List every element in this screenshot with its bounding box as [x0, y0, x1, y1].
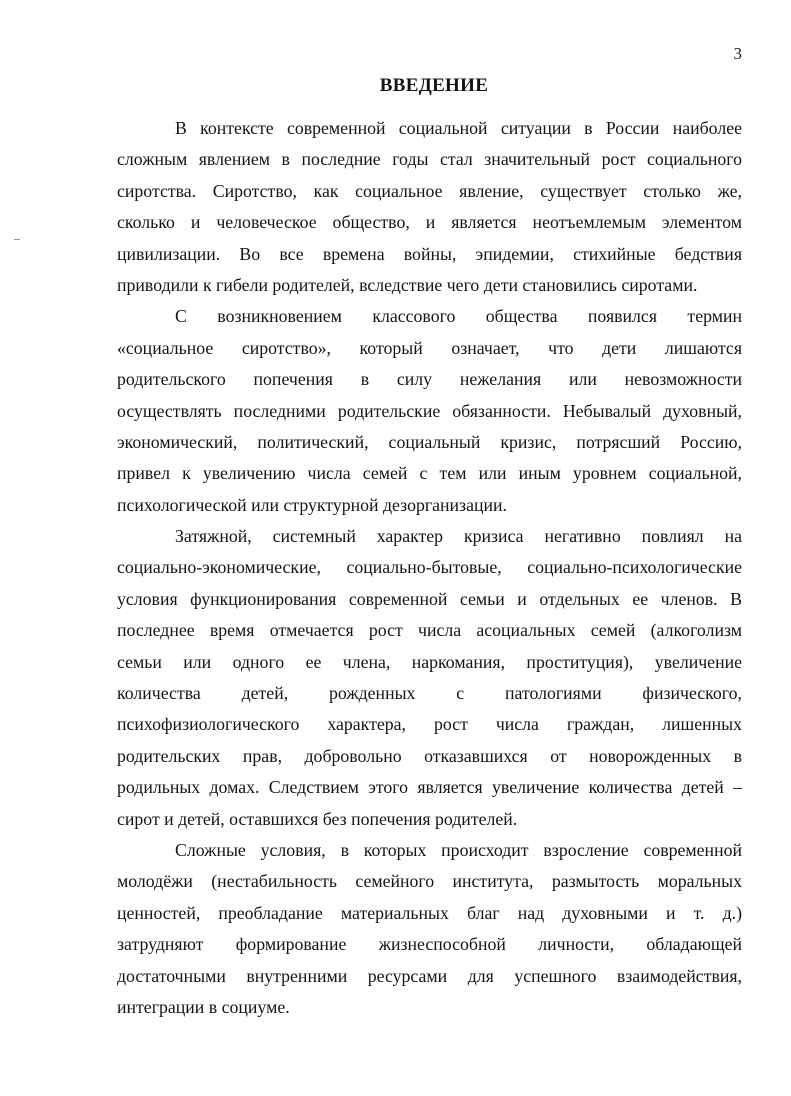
paragraph-2 [117, 301, 742, 521]
text-line: Сложные условия, в которых происходит взросление современной [175, 839, 742, 860]
text-line: условия функционирования современной семьи и отдельных ее членов. В [117, 588, 742, 609]
paragraph-1 [117, 113, 742, 301]
text-line: затрудняют формирование жизнеспособной личности, обладающей [117, 934, 742, 955]
paragraph-4 [117, 835, 742, 1023]
text-line: экономический, политический, социальный кризис, потрясший Россию, [117, 431, 742, 452]
page-number: 3 [733, 44, 742, 63]
text-line: достаточными внутренними ресурсами для успешного взаимодействия, [117, 965, 742, 986]
text-line: Затяжной, системный характер кризиса негативно повлиял на [175, 526, 742, 547]
text-line: психофизиологического характера, рост числа граждан, лишенных [117, 714, 742, 735]
text-line: родительских прав, добровольно отказавшихся от новорожденных в [117, 745, 742, 766]
scan-margin-mark [14, 239, 20, 240]
text-line: последнее время отмечается рост числа асоциальных семей (алкоголизм [117, 620, 742, 641]
text-line: приводили к гибели родителей, вследствие чего дети становились сиротами. [117, 274, 698, 295]
text-line: сиротства. Сиротство, как социальное явление, существует столько же, [117, 180, 742, 201]
body-text [117, 113, 742, 1023]
text-line: цивилизации. Во все времена войны, эпидемии, стихийные бедствия [117, 243, 742, 264]
text-line: интеграции в социуме. [117, 996, 290, 1017]
text-line: сложным явлением в последние годы стал значительный рост социального [117, 149, 742, 170]
text-line: количества детей, рожденных с патологиями физического, [117, 683, 742, 704]
text-line: С возникновением классового общества появился термин [175, 306, 742, 327]
page-heading: ВВЕДЕНИЕ [379, 75, 489, 96]
text-line: «социальное сиротство», который означает, что дети лишаются [117, 337, 742, 358]
text-line: социально-экономические, социально-бытовые, социально-психологические [117, 557, 742, 578]
text-line: родительского попечения в силу нежелания или невозможности [117, 369, 742, 390]
text-line: осуществлять последними родительские обязанности. Небывалый духовный, [117, 400, 742, 421]
text-line: психологической или структурной дезорганизации. [117, 494, 507, 515]
text-line: ценностей, преобладание материальных благ над духовными и т. д.) [117, 902, 742, 923]
text-line: молодёжи (нестабильность семейного института, размытость моральных [117, 871, 742, 892]
text-line: семьи или одного ее члена, наркомания, проституция), увеличение [117, 651, 742, 672]
text-line: В контексте современной социальной ситуации в России наиболее [175, 118, 742, 138]
paragraph-3 [117, 521, 742, 835]
text-line: привел к увеличению числа семей с тем или иным уровнем социальной, [117, 463, 742, 484]
text-line: сирот и детей, оставшихся без попечения родителей. [117, 808, 518, 829]
text-line: родильных домах. Следствием этого является увеличение количества детей – [117, 777, 742, 798]
text-line: сколько и человеческое общество, и является неотъемлемым элементом [117, 212, 742, 233]
